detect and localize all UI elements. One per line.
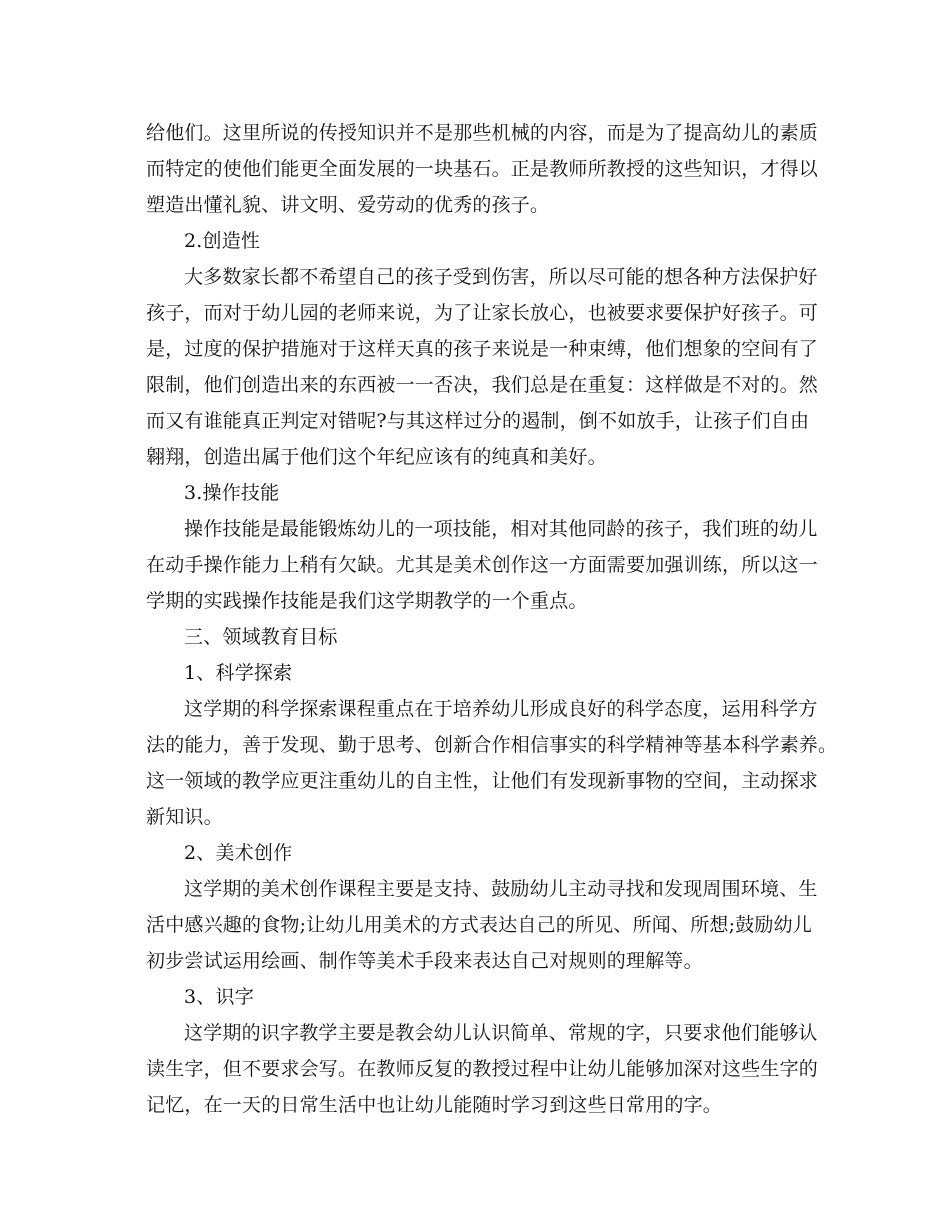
text-line: 学期的实践操作技能是我们这学期教学的一个重点。 — [146, 590, 588, 612]
text-line: 在动手操作能力上稍有欠缺。尤其是美术创作这一方面需要加强训练，所以这一 — [146, 554, 819, 576]
text-line: 是，过度的保护措施对于这样天真的孩子来说是一种束缚，他们想象的空间有了 — [146, 338, 819, 360]
text-line: 而又有谁能真正判定对错呢?与其这样过分的遏制，倒不如放手，让孩子们自由 — [146, 410, 810, 432]
text-line: 给他们。这里所说的传授知识并不是那些机械的内容，而是为了提高幼儿的素质 — [146, 122, 819, 144]
section-heading-creativity: 2.创造性 — [184, 230, 261, 252]
text-line: 翱翔，创造出属于他们这个年纪应该有的纯真和美好。 — [146, 446, 607, 468]
subsection-heading-art: 2、美术创作 — [184, 842, 293, 864]
text-line: 操作技能是最能锻炼幼儿的一项技能，相对其他同龄的孩子，我们班的幼儿 — [184, 518, 818, 540]
text-line: 法的能力，善于发现、勤于思考、创新合作相信事实的科学精神等基本科学素养。 — [146, 734, 838, 756]
section-heading-operation-skills: 3.操作技能 — [184, 482, 280, 504]
text-line: 大多数家长都不希望自己的孩子受到伤害，所以尽可能的想各种方法保护好 — [184, 266, 818, 288]
text-line: 孩子，而对于幼儿园的老师来说，为了让家长放心，也被要求要保护好孩子。可 — [146, 302, 819, 324]
subsection-heading-science: 1、科学探索 — [184, 662, 293, 684]
text-line: 初步尝试运用绘画、制作等美术手段来表达自己对规则的理解等。 — [146, 950, 703, 972]
text-line: 读生字，但不要求会写。在教师反复的教授过程中让幼儿能够加深对这些生字的 — [146, 1058, 819, 1080]
text-line: 限制，他们创造出来的东西被一一否决，我们总是在重复：这样做是不对的。然 — [146, 374, 819, 396]
text-line: 塑造出懂礼貌、讲文明、爱劳动的优秀的孩子。 — [146, 194, 550, 216]
text-line: 这学期的科学探索课程重点在于培养幼儿形成良好的科学态度，运用科学方 — [184, 698, 818, 720]
text-line: 记忆，在一天的日常生活中也让幼儿能随时学习到这些日常用的字。 — [146, 1094, 723, 1116]
subsection-heading-literacy: 3、识字 — [184, 986, 254, 1008]
text-line: 这一领域的教学应更注重幼儿的自主性，让他们有发现新事物的空间，主动探求 — [146, 770, 819, 792]
text-line: 而特定的使他们能更全面发展的一块基石。正是教师所教授的这些知识，才得以 — [146, 158, 819, 180]
text-line: 活中感兴趣的食物;让幼儿用美术的方式表达自己的所见、所闻、所想;鼓励幼儿 — [146, 914, 813, 936]
section-heading-domain-goals: 三、领域教育目标 — [184, 626, 338, 648]
text-line: 这学期的美术创作课程主要是支持、鼓励幼儿主动寻找和发现周围环境、生 — [184, 878, 818, 900]
text-line: 这学期的识字教学主要是教会幼儿认识简单、常规的字，只要求他们能够认 — [184, 1022, 818, 1044]
text-line: 新知识。 — [146, 806, 223, 828]
